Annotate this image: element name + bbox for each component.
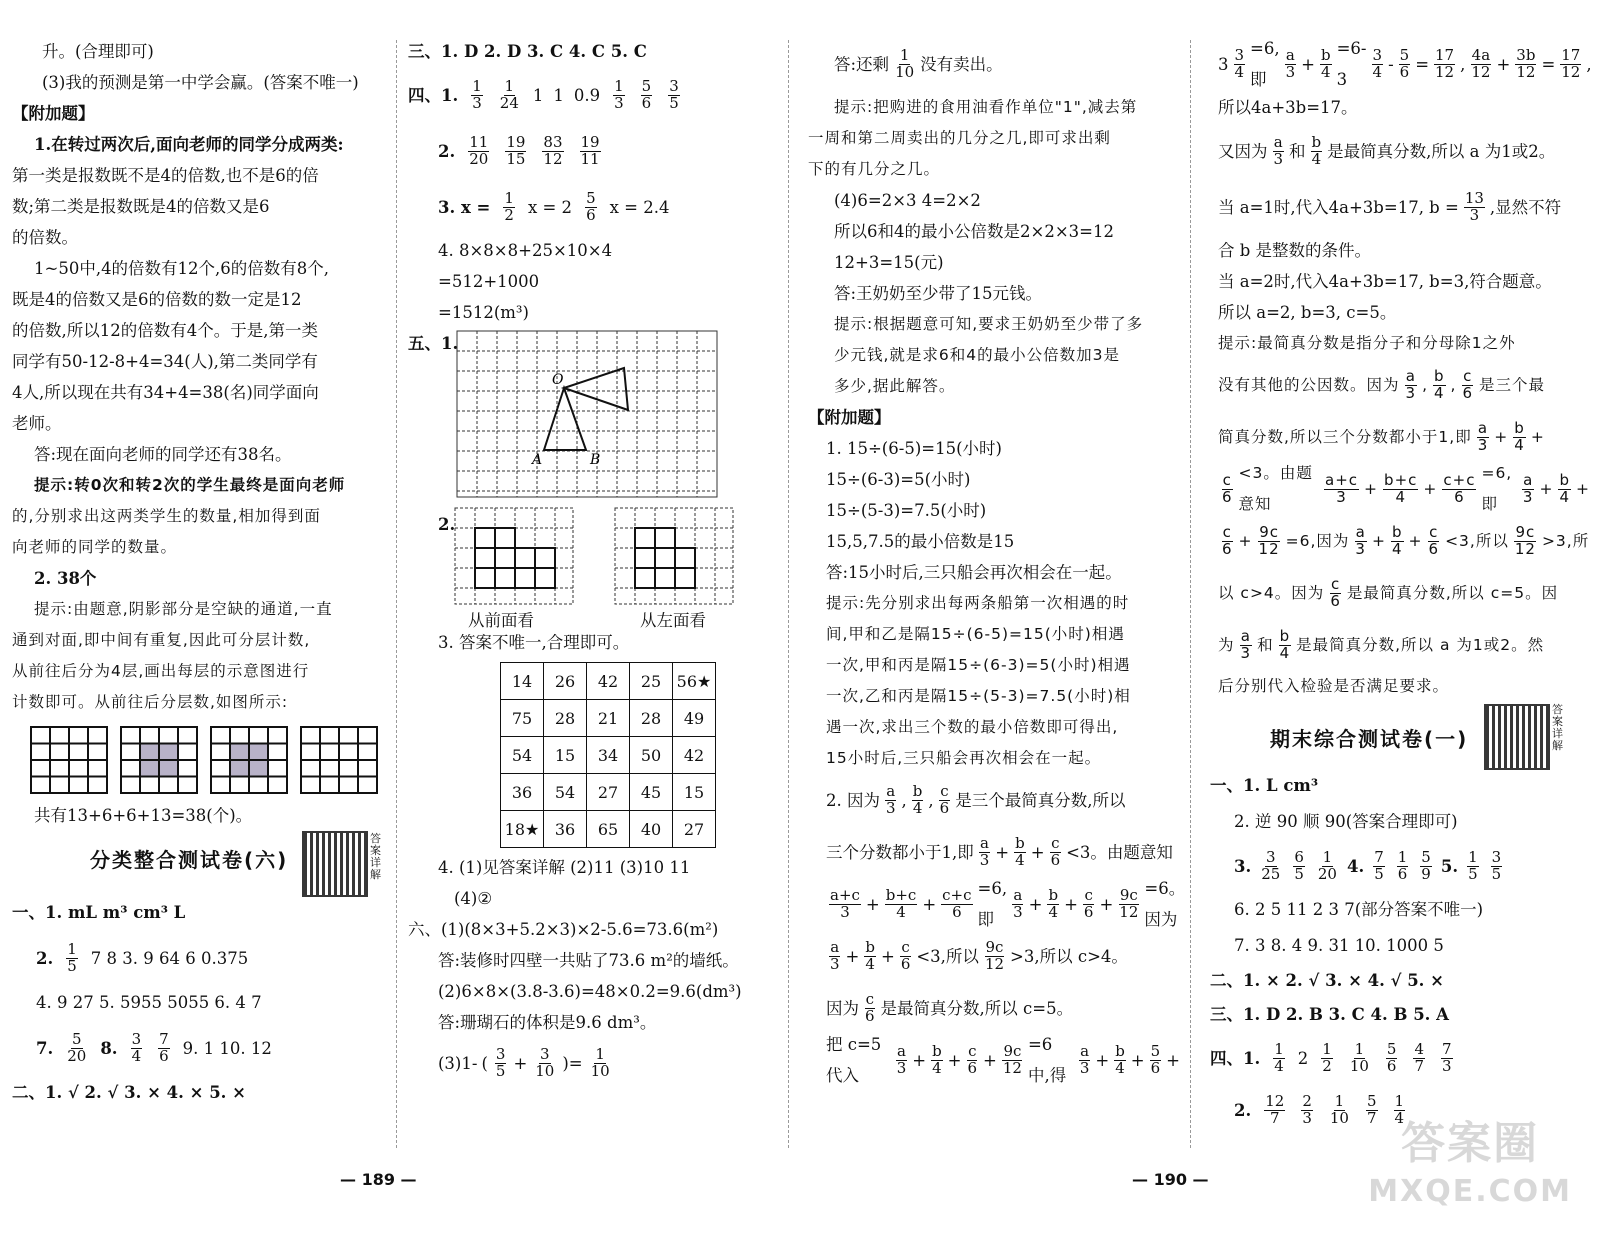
cell: 27 <box>673 811 716 848</box>
fraction: $\frac{1}{24}$ <box>499 76 519 112</box>
column-1 <box>12 36 390 1113</box>
fraction: $\frac{1}{2}$ <box>504 188 514 224</box>
label: 2. <box>438 515 456 534</box>
text-line: 答:珊瑚石的体积是9.6 dm³。 <box>438 1013 657 1032</box>
text-line: 答:装修时四壁一共贴了73.6 m²的墙纸。 <box>438 951 739 970</box>
answer-line: 一、1. L cm³ <box>1210 776 1319 795</box>
text-line: 的倍数,所以12的倍数有4个。于是,第一类 <box>12 321 318 340</box>
text-line: 老师。 <box>12 414 62 433</box>
cell: 36 <box>501 774 544 811</box>
text: =6-3 <box>1336 39 1367 89</box>
text-line: (4)② <box>454 889 493 908</box>
fraction: $\frac{3}{5}$ <box>495 1044 506 1080</box>
fraction: $\frac{3}{5}$ <box>669 76 679 112</box>
text: 为 <box>1218 635 1235 654</box>
hint-line: 通到对面,即中间有重复,因此可分层计数, <box>12 631 311 649</box>
cell: 65 <box>587 811 630 848</box>
views-figure <box>408 503 780 630</box>
answer-line <box>408 67 780 123</box>
section-title: 期末综合测试卷(一) <box>1270 727 1469 751</box>
cell: 54 <box>501 737 544 774</box>
text: 没有其他的公因数。因为 <box>1218 375 1400 394</box>
text-line: =1512(m³) <box>438 303 529 322</box>
rotation-grid <box>456 330 718 498</box>
text-line: 15,5,7.5的最小倍数是15 <box>826 532 1015 551</box>
qr-side-text: 答案详解 <box>1552 703 1563 752</box>
layer-diagram <box>210 726 288 794</box>
text-line: 2. 38个 <box>34 569 97 588</box>
label: 5. <box>1440 856 1459 876</box>
hint-line: 提示:先分别求出每两条船第一次相遇的时 <box>826 594 1130 612</box>
answer-line <box>408 179 780 235</box>
text-line: 同学有50-12-8+4=34(人),第二类同学有 <box>12 352 318 371</box>
text: >3,所 <box>1541 531 1590 550</box>
page-number: — 190 — <box>1132 1170 1209 1189</box>
text: 是最简真分数,所以 a 为1或2。然 <box>1296 635 1545 654</box>
text-line: 15÷(5-3)=7.5(小时) <box>826 501 987 520</box>
hint-line: 一周和第二周卖出的几分之几,即可求出剩 <box>808 129 1111 147</box>
label: 四、1. <box>408 85 459 105</box>
answer-line: 三个分数都小于1,即 $\frac{a}{3}$ + $\frac{b}{4}$ + $\frac{c}{6}$ <3。由题意知 <box>826 833 1173 869</box>
answer-line: 2. 逆 90 顺 90(答案合理即可) <box>1234 812 1458 831</box>
cell: 56★ <box>673 663 716 700</box>
page-number: — 189 — <box>340 1170 417 1189</box>
text-line: 4. 8×8×8+25×10×4 <box>438 241 613 260</box>
cell: 28 <box>544 700 587 737</box>
hint-line: $\frac{c}{6}$ <3。由题意知 $\frac{a+c}{3}$ + $\frac{b+c}{4}$ + $\frac{c+c}{6}$ =6,即 $\frac{a}{3}$ + $\frac{b}{4}$ + <box>1210 463 1590 515</box>
watermark <box>1368 1120 1572 1216</box>
text-line: 4人,所以现在共有34+4=38(名)同学面向 <box>12 383 319 402</box>
cell: 42 <box>587 663 630 700</box>
text: =6中,得 <box>1027 1035 1067 1085</box>
text: <3。由题意知 <box>1066 842 1173 862</box>
cell: 50 <box>630 737 673 774</box>
label-a: A <box>532 452 543 468</box>
cell: 27 <box>587 774 630 811</box>
cell: 34 <box>587 737 630 774</box>
answer-line: 三、1. D 2. B 3. C 4. B 5. A <box>1210 1005 1449 1024</box>
text: 9. 1 10. 12 <box>182 1038 272 1058</box>
label: 8. <box>100 1038 118 1058</box>
section-header <box>1210 702 1590 768</box>
text: 0.9 <box>573 85 601 105</box>
text: 1 <box>532 85 544 105</box>
section-header <box>12 831 390 893</box>
number-table <box>500 662 716 848</box>
fraction: $\frac{5}{20}$ <box>67 1029 87 1065</box>
cell: 40 <box>630 811 673 848</box>
cell: 15 <box>673 774 716 811</box>
hint-line: 为 $\frac{a}{3}$ 和 $\frac{b}{4}$ 是最简真分数,所以 a 为1或2。然 <box>1218 626 1545 662</box>
fraction: $\frac{3}{4}$ <box>131 1029 142 1065</box>
answer-line: 6. 2 5 11 2 3 7(部分答案不唯一) <box>1234 900 1484 919</box>
fraction: $\frac{1}{10}$ <box>590 1044 610 1080</box>
text: <3,所以 <box>1445 531 1509 550</box>
cell: 21 <box>587 700 630 737</box>
fraction: $\frac{1}{3}$ <box>614 76 624 112</box>
text: =6,即 <box>977 879 1008 929</box>
text-line: 当 a=2时,代入4a+3b=17, b=3,符合题意。 <box>1218 272 1552 291</box>
hint-line: 多少,据此解答。 <box>834 377 956 395</box>
answer-line <box>808 36 1180 92</box>
hint-line: 间,甲和乙是隔15÷(6-5)=15(小时)相遇 <box>826 625 1125 643</box>
layer-diagram <box>30 726 108 794</box>
text: 把 c=5代入 <box>826 1035 882 1085</box>
hint-line: 提示:根据题意可知,要求王奶奶至少带了多 <box>834 315 1144 333</box>
label: 4. <box>1346 856 1365 876</box>
text: 和 <box>1289 141 1306 161</box>
text: 答:还剩 <box>834 54 890 74</box>
text: 又因为 <box>1218 141 1268 161</box>
answer-line: 二、1. × 2. √ 3. × 4. √ 5. × <box>1210 971 1444 990</box>
text: 没有卖出。 <box>920 54 1003 74</box>
fraction: $\frac{a}{3}$ <box>886 781 896 817</box>
text-line: =512+1000 <box>438 272 540 291</box>
text-line: 的倍数。 <box>12 228 78 247</box>
text-line: 所以 a=2, b=3, c=5。 <box>1218 303 1397 322</box>
text-line: 答:王奶奶至少带了15元钱。 <box>834 284 1043 303</box>
column-2 <box>408 36 780 1088</box>
text: =6。因为 <box>1144 879 1186 929</box>
label-o: O <box>552 372 564 388</box>
text: >3,所以 c>4。 <box>1010 946 1128 966</box>
hint-line: 提示:由题意,阴影部分是空缺的通道,一直 <box>34 600 333 618</box>
fraction: $\frac{b}{4}$ <box>912 781 923 817</box>
answer-line: $\frac{a}{3}$ + $\frac{b}{4}$ + $\frac{c}{6}$ <3,所以 $\frac{9c}{12}$ >3,所以 c>4。 <box>830 937 1128 973</box>
text: 1 <box>553 85 564 105</box>
cell: 36 <box>544 811 587 848</box>
cell: 28 <box>630 700 673 737</box>
text: 是三个最 <box>1479 375 1546 394</box>
answer-line: 一、1. mL m³ cm³ L <box>12 903 186 922</box>
text: x = 2 <box>527 197 573 217</box>
text: 3 <box>1218 54 1229 74</box>
grid-figure <box>408 328 780 503</box>
fraction: $\frac{11}{20}$ <box>469 132 489 168</box>
caption: 从左面看 <box>640 611 706 630</box>
hint-line: 向老师的同学的数量。 <box>12 538 178 556</box>
hint-line: 少元钱,就是求6和4的最小公倍数加3是 <box>834 346 1121 364</box>
hint-line: 提示:把购进的食用油看作单位"1",减去第 <box>834 98 1138 116</box>
text-line: 1.在转过两次后,面向老师的同学分成两类: <box>34 135 344 154</box>
text: =6,即 <box>1481 464 1513 513</box>
hint-line: 以 c>4。因为 $\frac{c}{6}$ 是最简真分数,所以 c=5。因 <box>1218 574 1559 610</box>
answer-line: (3)1- ( $\frac{3}{5}$ + $\frac{3}{10}$ )= $\frac{1}{10}$ <box>438 1044 610 1080</box>
text-line: (3)我的预测是第一中学会赢。(答案不唯一) <box>42 73 359 92</box>
text: 是最简真分数,所以 c=5。 <box>880 998 1074 1018</box>
fraction: $\frac{19}{15}$ <box>506 132 526 168</box>
hint-line: 下的有几分之几。 <box>808 160 941 178</box>
qr-side-text: 答案详解 <box>370 832 381 881</box>
text-line: 六、(1)(8×3+5.2×3)×2-5.6=73.6(m²) <box>408 920 719 939</box>
spine-divider <box>788 40 789 1148</box>
label: 2. <box>36 948 54 968</box>
front-view-grid <box>454 507 574 607</box>
fraction: $\frac{19}{11}$ <box>580 132 600 168</box>
cell: 15 <box>544 737 587 774</box>
text-line: 1~50中,4的倍数有12个,6的倍数有8个, <box>34 259 330 278</box>
hint-line: 的,分别求出这两类学生的数量,相加得到面 <box>12 507 321 525</box>
answer-line: 因为 $\frac{c}{6}$ 是最简真分数,所以 c=5。 <box>826 989 1074 1025</box>
hint-line: 提示:最简真分数是指分子和分母除1之外 <box>1218 334 1516 352</box>
cell: 42 <box>673 737 716 774</box>
extra-header: 【附加题】 <box>808 408 891 427</box>
text: <3,所以 <box>916 946 979 966</box>
hint-line: 后分别代入检验是否满足要求。 <box>1218 677 1450 695</box>
answer-line <box>408 123 780 179</box>
layer-diagram <box>120 726 198 794</box>
fraction: $\frac{83}{12}$ <box>543 132 563 168</box>
text-line: 数;第二类是报数既是4的倍数又是6 <box>12 197 270 216</box>
hint-line: $\frac{c}{6}$ + $\frac{9c}{12}$ =6,因为 $\frac{a}{3}$ + $\frac{b}{4}$ + $\frac{c}{6}$ <3,所以 $\frac{9c}{12}$ >3,所 <box>1222 522 1590 558</box>
text-line: 共有13+6+6+13=38(个)。 <box>34 806 253 825</box>
section-title: 分类整合测试卷(六) <box>90 848 289 872</box>
label: 2. <box>438 141 456 161</box>
text: x = 2.4 <box>609 197 670 217</box>
text-line: 3. 答案不唯一,合理即可。 <box>438 633 630 652</box>
fraction: $\frac{7}{6}$ <box>159 1029 169 1065</box>
label: 2. <box>1234 1100 1252 1120</box>
label: 3. x = <box>438 197 491 217</box>
text: ,显然不符 <box>1489 197 1562 217</box>
text-line: 12+3=15(元) <box>834 253 944 272</box>
text-line: 升。(合理即可) <box>42 42 154 61</box>
hint-line: 一次,乙和丙是隔15÷(5-3)=7.5(小时)相 <box>826 687 1131 705</box>
text-line: 所以4a+3b=17。 <box>1218 98 1358 117</box>
label: 五、1. <box>408 334 459 353</box>
number-grid <box>408 658 780 848</box>
text: 是三个最简真分数,所以 <box>955 790 1126 810</box>
answer-line: 3 $\frac{3}{4}$ =6,即 $\frac{a}{3}$ + $\frac{b}{4}$ =6-3 $\frac{3}{4}$ - $\frac{5}{6}$ = $\frac{17}{12}$ , $\frac{4a}{12}$ + $\frac{3b}{12}$ = $\frac{17}{12}$ , <box>1210 36 1590 92</box>
answer-line: 3. $\frac{3}{25}$ $\frac{6}{5}$ $\frac{1}{20}$ 4. $\frac{7}{5}$ $\frac{1}{6}$ $\frac{5}{9}$ 5. $\frac{1}{5}$ $\frac{3}{5}$ <box>1234 847 1502 883</box>
text: 简真分数,所以三个分数都小于1,即 <box>1218 427 1472 446</box>
hint-line: 提示:转0次和转2次的学生最终是面向老师 <box>34 476 346 494</box>
text: 2. 因为 <box>826 790 880 810</box>
text-line: 答:现在面向老师的同学还有38名。 <box>34 445 292 464</box>
text-line: 既是4的倍数又是6的倍数的数一定是12 <box>12 290 302 309</box>
answer-line: 把 c=5代入 $\frac{a}{3}$ + $\frac{b}{4}$ + $\frac{c}{6}$ + $\frac{9c}{12}$ =6中,得 $\frac{a}{3}$ + $\frac{b}{4}$ + $\frac{5}{6}$ + <box>808 1034 1180 1086</box>
text: <3。由题意知 <box>1238 464 1313 513</box>
layer-diagram <box>300 726 378 794</box>
column-4 <box>1210 36 1590 1136</box>
column-3 <box>808 36 1186 1086</box>
text: 是最简真分数,所以 c=5。因 <box>1346 583 1559 602</box>
answer-line: 当 a=1时,代入4a+3b=17, b = $\frac{13}{3}$ ,显然不符 <box>1218 188 1562 224</box>
answer-line: $\frac{a+c}{3}$ + $\frac{b+c}{4}$ + $\frac{c+c}{6}$ =6,即 $\frac{a}{3}$ + $\frac{b}{4}$ + $\frac{c}{6}$ + $\frac{9c}{12}$ =6。因为 <box>808 878 1180 930</box>
cell: 45 <box>630 774 673 811</box>
hint-line: 简真分数,所以三个分数都小于1,即 $\frac{a}{3}$ + $\frac{b}{4}$ + <box>1218 418 1545 454</box>
text-line: 答:15小时后,三只船会再次相会在一起。 <box>826 563 1122 582</box>
text-line: 第一类是报数既不是4的倍数,也不是6的倍 <box>12 166 319 185</box>
hint-line: 一次,甲和丙是隔15÷(6-3)=5(小时)相遇 <box>826 656 1131 674</box>
hint-line: 15小时后,三只船会再次相会在一起。 <box>826 749 1102 767</box>
label: 3. <box>1234 856 1252 876</box>
text: 当 a=1时,代入4a+3b=17, b = <box>1218 197 1459 217</box>
watermark-text: 答案圈 <box>1401 1118 1540 1169</box>
text: 因为 <box>826 998 859 1018</box>
answer-line: 四、1. $\frac{1}{4}$ 2 $\frac{1}{2}$ $\frac{1}{10}$ $\frac{5}{6}$ $\frac{4}{7}$ $\frac{7}{3}$ <box>1210 1039 1452 1075</box>
text-line: 15÷(6-3)=5(小时) <box>826 470 971 489</box>
text: 7 8 3. 9 64 6 0.375 <box>90 948 249 968</box>
text: =6,即 <box>1250 39 1280 89</box>
text-line: 4. (1)见答案详解 (2)11 (3)10 11 <box>438 858 691 877</box>
fraction: $\frac{1}{5}$ <box>67 939 77 975</box>
qr-code <box>1484 704 1550 770</box>
answer-line <box>12 1023 390 1073</box>
cell: 75 <box>501 700 544 737</box>
text: (3)1- <box>438 1053 478 1073</box>
label: 7. <box>36 1038 54 1058</box>
text: 是最简真分数,所以 a 为1或2。 <box>1327 141 1556 161</box>
text-line: 合 b 是整数的条件。 <box>1218 241 1372 260</box>
hint-line: 没有其他的公因数。因为 $\frac{a}{3}$ , $\frac{b}{4}$ , $\frac{c}{6}$ 是三个最 <box>1218 366 1546 402</box>
text: =6,因为 <box>1285 531 1350 550</box>
answer-line <box>12 933 390 983</box>
qr-code <box>302 831 368 897</box>
label-b: B <box>590 452 601 468</box>
answer-line: 三、1. D 2. D 3. C 4. C 5. C <box>408 42 647 61</box>
hint-line: 遇一次,求出三个数的最小倍数即可得出, <box>826 718 1119 736</box>
answer-line: 2. $\frac{12}{7}$ $\frac{2}{3}$ $\frac{1}{10}$ $\frac{5}{7}$ $\frac{1}{4}$ <box>1234 1091 1405 1127</box>
answer-line: 2. 因为 $\frac{a}{3}$ , $\frac{b}{4}$ , $\frac{c}{6}$ 是三个最简真分数,所以 <box>826 781 1126 817</box>
text-line: 所以6和4的最小公倍数是2×2×3=12 <box>834 222 1114 241</box>
text-line: (2)6×8×(3.8-3.6)=48×0.2=9.6(dm³) <box>438 982 742 1001</box>
hint-line: 计数即可。从前往后分层数,如图所示: <box>12 693 289 711</box>
column-divider <box>396 40 397 1148</box>
text: 2 <box>1297 1048 1309 1068</box>
hint-line: 从前往后分为4层,画出每层的示意图进行 <box>12 662 310 680</box>
text: 三个分数都小于1,即 <box>826 842 974 862</box>
column-divider <box>1190 40 1191 1148</box>
text: 和 <box>1257 635 1274 654</box>
cell: 14 <box>501 663 544 700</box>
answer-line: 二、1. √ 2. √ 3. × 4. × 5. × <box>12 1083 246 1102</box>
cell: 25 <box>630 663 673 700</box>
text: 以 c>4。因为 <box>1218 583 1325 602</box>
text-line: 1. 15÷(6-5)=15(小时) <box>826 439 1002 458</box>
fraction: $\frac{5}{6}$ <box>586 188 596 224</box>
cell: 26 <box>544 663 587 700</box>
cell: 18★ <box>501 811 544 848</box>
text-line: (4)6=2×3 4=2×2 <box>834 191 981 210</box>
fraction: $\frac{c}{6}$ <box>939 781 950 817</box>
answer-line: 又因为 $\frac{a}{3}$ 和 $\frac{b}{4}$ 是最简真分数,所以 a 为1或2。 <box>1218 132 1556 168</box>
answer-line: 7. 3 8. 4 9. 31 10. 1000 5 <box>1234 936 1444 955</box>
answer-line: 4. 9 27 5. 5955 5055 6. 4 7 <box>36 993 262 1012</box>
fraction: $\frac{3}{10}$ <box>535 1044 555 1080</box>
cell: 54 <box>544 774 587 811</box>
left-view-grid <box>614 507 734 607</box>
cell: 49 <box>673 700 716 737</box>
fraction: $\frac{1}{10}$ <box>895 45 915 81</box>
layer-diagrams <box>30 726 390 794</box>
caption: 从前面看 <box>468 611 534 630</box>
extra-header: 【附加题】 <box>12 104 95 123</box>
fraction: $\frac{1}{3}$ <box>472 76 482 112</box>
label: 四、1. <box>1210 1048 1261 1068</box>
watermark-url: MXQE.COM <box>1368 1174 1572 1209</box>
fraction: $\frac{5}{6}$ <box>641 76 652 112</box>
